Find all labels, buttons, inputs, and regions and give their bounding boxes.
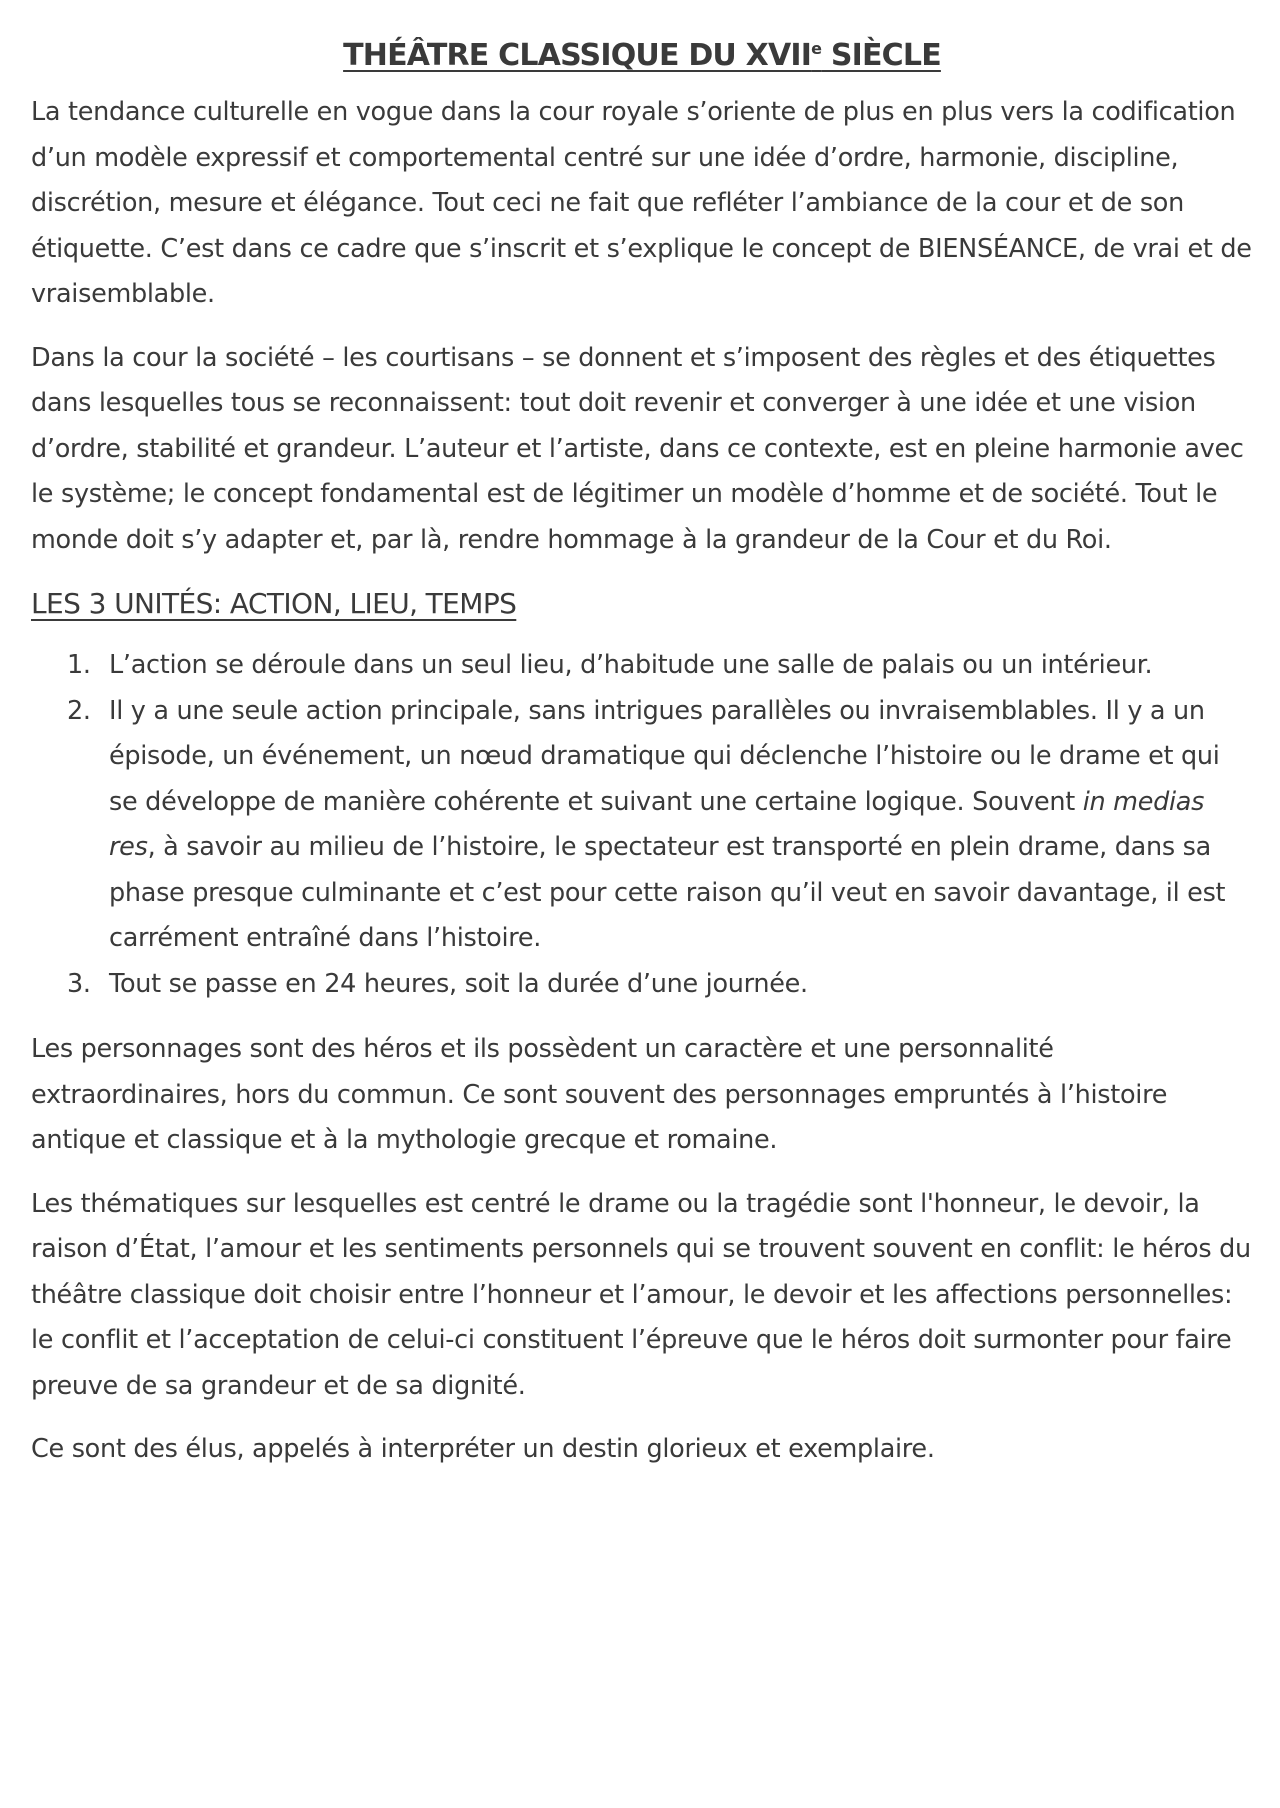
list-item-number: 1. [67, 650, 91, 680]
list-item-number: 3. [67, 968, 91, 999]
title-end: SIÈCLE [821, 38, 941, 73]
list-item-text: Tout se passe en 24 heures, soit la durée d’une journée. [109, 968, 808, 999]
title-main: THÉÂTRE CLASSIQUE DU XVII [343, 38, 812, 73]
list-item-italic-text: in medias res [109, 786, 1205, 862]
paragraph-conclusion: Ce sont des élus, appelés à interpréter un destin glorieux et exemplaire. [31, 1434, 935, 1464]
paragraph-themes: Les thématiques sur lesquelles est centré le drame ou la tragédie sont l'honneur, le devoir, la raison d’État, l’amour et les sentiments personnels qui se trouvent souvent en conflit: le héros du théâtre classique doit choisir entre l’honneur et l’amour, le devoir et les affections personnelles: le conflit et l’acceptation de celui-ci constituent l’épreuve que le héros doit surmonter pour faire preuve de sa grandeur et de sa dignité. [31, 1188, 1251, 1401]
units-list [31, 643, 1253, 1007]
document-page [31, 30, 1253, 1491]
paragraph-court-society: Dans la cour la société – les courtisans – se donnent et s’imposent des règles et des étiquettes dans lesquelles tous se reconnaissent: tout doit revenir et converger à une idée et une vision d’ordre, stabilité et grandeur. L’auteur et l’artiste, dans ce contexte, est en pleine harmonie avec le système; le concept fondamental est de légitimer un modèle d’homme et de société. Tout le monde doit s’y adapter et, par là, rendre hommage à la grandeur de la Cour et du Roi. [31, 342, 1244, 555]
list-item [31, 962, 1253, 1008]
list-item [31, 689, 1253, 962]
list-item-text: , à savoir au milieu de l’histoire, le spectateur est transporté en plein drame, dans sa phase presque culminante et c’est pour cette raison qu’il veut en savoir davantage, il est carrément entraîné dans l’histoire. [109, 832, 1226, 953]
list-item-text: L’action se déroule dans un seul lieu, d’habitude une salle de palais ou un intérieur. [109, 650, 1153, 680]
list-item-number: 2. [67, 695, 91, 726]
document-title [31, 30, 1253, 82]
list-item-text: Il y a une seule action principale, sans intrigues parallèles ou invraisemblables. Il y a un épisode, un événement, un nœud dramatique qui déclenche l’histoire ou le drame et qui se développe de manière cohérente et suivant une certaine logique. Souvent [109, 695, 1220, 817]
section-heading-units: LES 3 UNITÉS: ACTION, LIEU, TEMPS [31, 587, 517, 620]
paragraph-characters: Les personnages sont des héros et ils possèdent un caractère et une personnalité extraordinaires, hors du commun. Ce sont souvent des personnages empruntés à l’histoire antique et classique et à la mythologie grecque et romaine. [31, 1034, 1168, 1155]
paragraph-intro: La tendance culturelle en vogue dans la cour royale s’oriente de plus en plus vers la codification d’un modèle expressif et comportemental centré sur une idée d’ordre, harmonie, discipline, discrétion, mesure et élégance. Tout ceci ne fait que refléter l’ambiance de la cour et de son étiquette. C’est dans ce cadre que s’inscrit et s’explique le concept de BIENSÉANCE, de vrai et de vraisemblable. [31, 97, 1252, 309]
title-superscript: e [811, 39, 822, 58]
list-item [31, 643, 1253, 689]
